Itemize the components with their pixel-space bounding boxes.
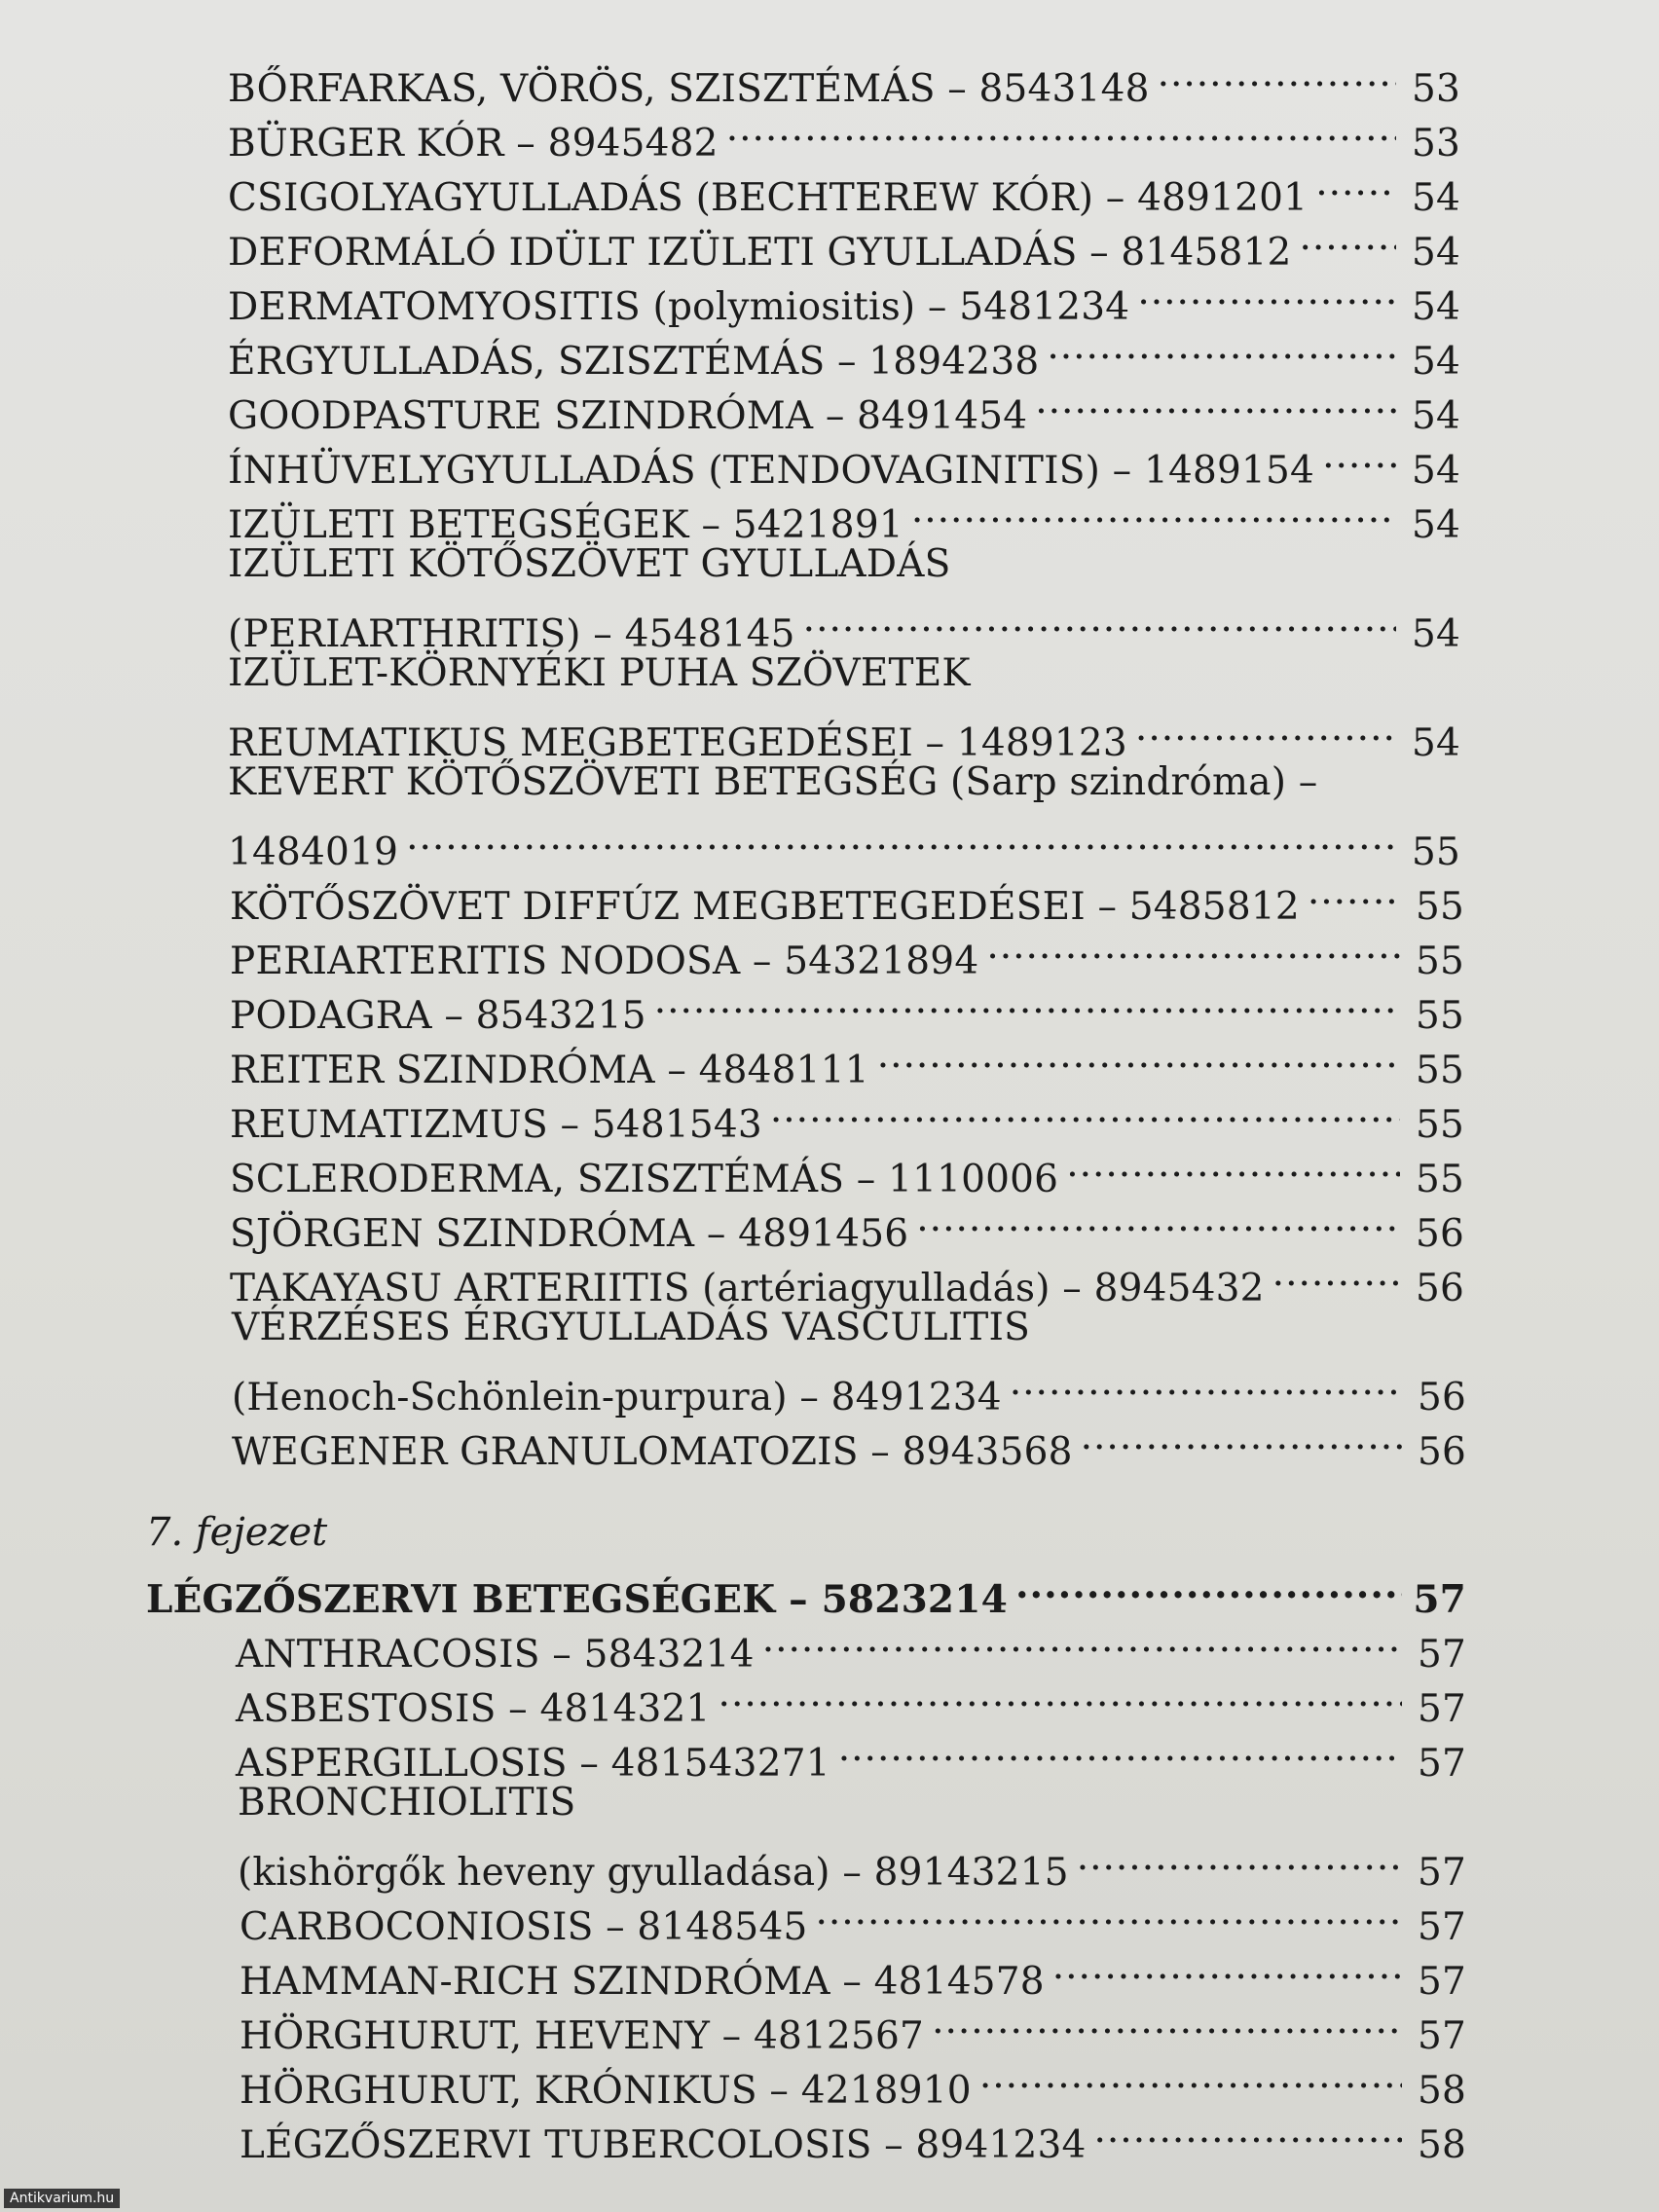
page-number: 55 [1415, 1158, 1464, 1201]
page-number: 55 [1415, 994, 1464, 1038]
toc-entry [228, 101, 1460, 166]
page-number: 54 [1411, 285, 1460, 329]
entry-title: WEGENER GRANULOMATOZIS – 8943568 [232, 1430, 1073, 1474]
page-number: 55 [1411, 830, 1460, 874]
toc-entry [228, 701, 1460, 765]
toc-entry [240, 2103, 1466, 2167]
toc-entry [228, 483, 1460, 547]
page-number: 54 [1411, 231, 1460, 275]
chapter-title: LÉGZŐSZERVI BETEGSÉGEK – 5823214 [146, 1577, 1008, 1622]
site-watermark: Antikvarium.hu [4, 2189, 120, 2208]
entry-title-line: IZÜLETI KÖTŐSZÖVET GYULLADÁS [228, 542, 951, 586]
toc-entry [232, 1355, 1466, 1419]
dot-leader [770, 1083, 1400, 1137]
page-number: 56 [1415, 1212, 1464, 1256]
dot-leader [877, 1028, 1400, 1083]
dot-leader [654, 974, 1400, 1028]
entry-title: PODAGRA – 8543215 [230, 994, 646, 1038]
entry-title: CSIGOLYAGYULLADÁS (BECHTEREW KÓR) – 4891201 [228, 176, 1309, 220]
entry-title: REITER SZINDRÓMA – 4848111 [230, 1049, 869, 1092]
toc-entry [228, 265, 1460, 329]
chapter-label: 7. fejezet [146, 1510, 328, 1555]
dot-leader [803, 592, 1396, 646]
entry-title: GOODPASTURE SZINDRÓMA – 8491454 [228, 394, 1028, 438]
toc-entry [232, 1410, 1466, 1474]
toc-entry [228, 374, 1460, 438]
entry-title: (Henoch-Schönlein-purpura) – 8491234 [232, 1376, 1002, 1419]
toc-entry [230, 1028, 1464, 1092]
toc-entry [230, 1192, 1464, 1256]
toc-entry [228, 319, 1460, 384]
toc-entry [230, 919, 1464, 983]
page-number: 53 [1411, 67, 1460, 111]
page-number: 57 [1417, 1687, 1466, 1731]
dot-leader [1052, 1939, 1402, 1994]
page-number: 57 [1417, 2014, 1466, 2058]
toc-entry [240, 1939, 1466, 2004]
toc-entry [236, 1612, 1466, 1677]
toc-entry [230, 865, 1464, 929]
page-number: 55 [1415, 940, 1464, 983]
dot-leader [1066, 1137, 1400, 1192]
toc-entry [228, 47, 1460, 111]
page-number: 55 [1415, 885, 1464, 929]
dot-leader [1308, 865, 1400, 919]
dot-leader [1015, 1558, 1402, 1612]
entry-title: PERIARTERITIS NODOSA – 54321894 [230, 940, 979, 983]
dot-leader [1047, 319, 1396, 374]
page-number: 58 [1417, 2123, 1466, 2167]
page-number: 56 [1415, 1267, 1464, 1310]
toc-entry [228, 428, 1460, 493]
entry-title: SCLERODERMA, SZISZTÉMÁS – 1110006 [230, 1158, 1059, 1201]
entry-title: ÍNHÜVELYGYULLADÁS (TENDOVAGINITIS) – 1489154 [228, 449, 1315, 493]
entry-title: REUMATIZMUS – 5481543 [230, 1103, 762, 1147]
entry-title: IZÜLETI BETEGSÉGEK – 5421891 [228, 503, 903, 547]
entry-title: DEFORMÁLÓ IDÜLT IZÜLETI GYULLADÁS – 8145812 [228, 231, 1292, 275]
toc-entry [228, 210, 1460, 275]
entry-title: SJÖRGEN SZINDRÓMA – 4891456 [230, 1212, 909, 1256]
entry-title: (PERIARTHRITIS) – 4548145 [228, 612, 795, 656]
toc-entry [230, 1137, 1464, 1201]
dot-leader [406, 810, 1396, 865]
entry-title: BÜRGER KÓR – 8945482 [228, 122, 719, 166]
page-number: 57 [1413, 1577, 1466, 1622]
entry-title: KÖTŐSZÖVET DIFFÚZ MEGBETEGEDÉSEI – 5485812 [230, 885, 1300, 929]
dot-leader [1010, 1355, 1402, 1410]
entry-title-line: BRONCHIOLITIS [238, 1781, 576, 1825]
toc-entry [230, 1246, 1464, 1310]
page-number: 57 [1417, 1742, 1466, 1786]
toc-entry [230, 1083, 1464, 1147]
toc-entry [236, 1667, 1466, 1731]
page-number: 58 [1417, 2069, 1466, 2113]
entry-title: REUMATIKUS MEGBETEGEDÉSEI – 1489123 [228, 721, 1127, 765]
page-number: 57 [1417, 1633, 1466, 1677]
entry-title-line: IZÜLET-KÖRNYÉKI PUHA SZÖVETEK [228, 651, 971, 695]
toc-entry [228, 810, 1460, 874]
entry-title: ASBESTOSIS – 4814321 [236, 1687, 711, 1731]
dot-leader [1137, 265, 1396, 319]
page-number: 55 [1415, 1103, 1464, 1147]
toc-entry [240, 1994, 1466, 2058]
page-number: 54 [1411, 176, 1460, 220]
dot-leader [986, 919, 1400, 974]
entry-title: HÖRGHURUT, KRÓNIKUS – 4218910 [240, 2069, 972, 2113]
toc-entry [240, 2048, 1466, 2113]
page-number: 57 [1417, 1960, 1466, 2004]
dot-leader [838, 1721, 1402, 1776]
dot-leader [911, 483, 1396, 537]
entry-title-line: VÉRZÉSES ÉRGYULLADÁS VASCULITIS [232, 1306, 1031, 1349]
entry-title: ÉRGYULLADÁS, SZISZTÉMÁS – 1894238 [228, 340, 1040, 384]
dot-leader [719, 1667, 1402, 1721]
dot-leader [1322, 428, 1396, 483]
page-number: 54 [1411, 503, 1460, 547]
dot-leader [762, 1612, 1402, 1667]
toc-entry [230, 974, 1464, 1038]
toc-entry [228, 156, 1460, 220]
dot-leader [1094, 2103, 1402, 2157]
dot-leader [932, 1994, 1402, 2048]
toc-entry [240, 1885, 1466, 1949]
page-number: 56 [1417, 1430, 1466, 1474]
page-number: 54 [1411, 612, 1460, 656]
dot-leader [979, 2048, 1402, 2103]
page-number: 57 [1417, 1851, 1466, 1895]
dot-leader [1035, 374, 1396, 428]
toc-entry [236, 1721, 1466, 1786]
entry-title: 1484019 [228, 830, 399, 874]
entry-title: ANTHRACOSIS – 5843214 [236, 1633, 755, 1677]
dot-leader [1077, 1830, 1402, 1885]
page-number: 54 [1411, 340, 1460, 384]
dot-leader [1272, 1246, 1400, 1301]
dot-leader [1300, 210, 1396, 265]
entry-title: (kishörgők heveny gyulladása) – 89143215 [238, 1851, 1069, 1895]
page-number: 53 [1411, 122, 1460, 166]
entry-title-line: KEVERT KÖTŐSZÖVETI BETEGSÉG (Sarp szindróma) – [228, 760, 1318, 804]
page-number: 54 [1411, 394, 1460, 438]
dot-leader [1081, 1410, 1402, 1464]
page-number: 54 [1411, 721, 1460, 765]
dot-leader [916, 1192, 1400, 1246]
entry-title: CARBOCONIOSIS – 8148545 [240, 1905, 808, 1949]
dot-leader [1135, 701, 1396, 756]
entry-title: LÉGZŐSZERVI TUBERCOLOSIS – 8941234 [240, 2123, 1087, 2167]
entry-title: HAMMAN-RICH SZINDRÓMA – 4814578 [240, 1960, 1045, 2004]
page-number: 56 [1417, 1376, 1466, 1419]
toc-entry [228, 592, 1460, 656]
entry-title: TAKAYASU ARTERIITIS (artériagyulladás) – 8945432 [230, 1267, 1265, 1310]
page-number: 54 [1411, 449, 1460, 493]
entry-title: HÖRGHURUT, HEVENY – 4812567 [240, 2014, 925, 2058]
chapter-title-entry [146, 1558, 1466, 1622]
dot-leader [1315, 156, 1396, 210]
entry-title: ASPERGILLOSIS – 481543271 [236, 1742, 830, 1786]
page-number: 55 [1415, 1049, 1464, 1092]
dot-leader [815, 1885, 1402, 1939]
dot-leader [1158, 47, 1396, 101]
entry-title: DERMATOMYOSITIS (polymiositis) – 5481234 [228, 285, 1130, 329]
entry-title: BŐRFARKAS, VÖRÖS, SZISZTÉMÁS – 8543148 [228, 67, 1150, 111]
dot-leader [726, 101, 1396, 156]
toc-entry [238, 1830, 1466, 1895]
page-number: 57 [1417, 1905, 1466, 1949]
